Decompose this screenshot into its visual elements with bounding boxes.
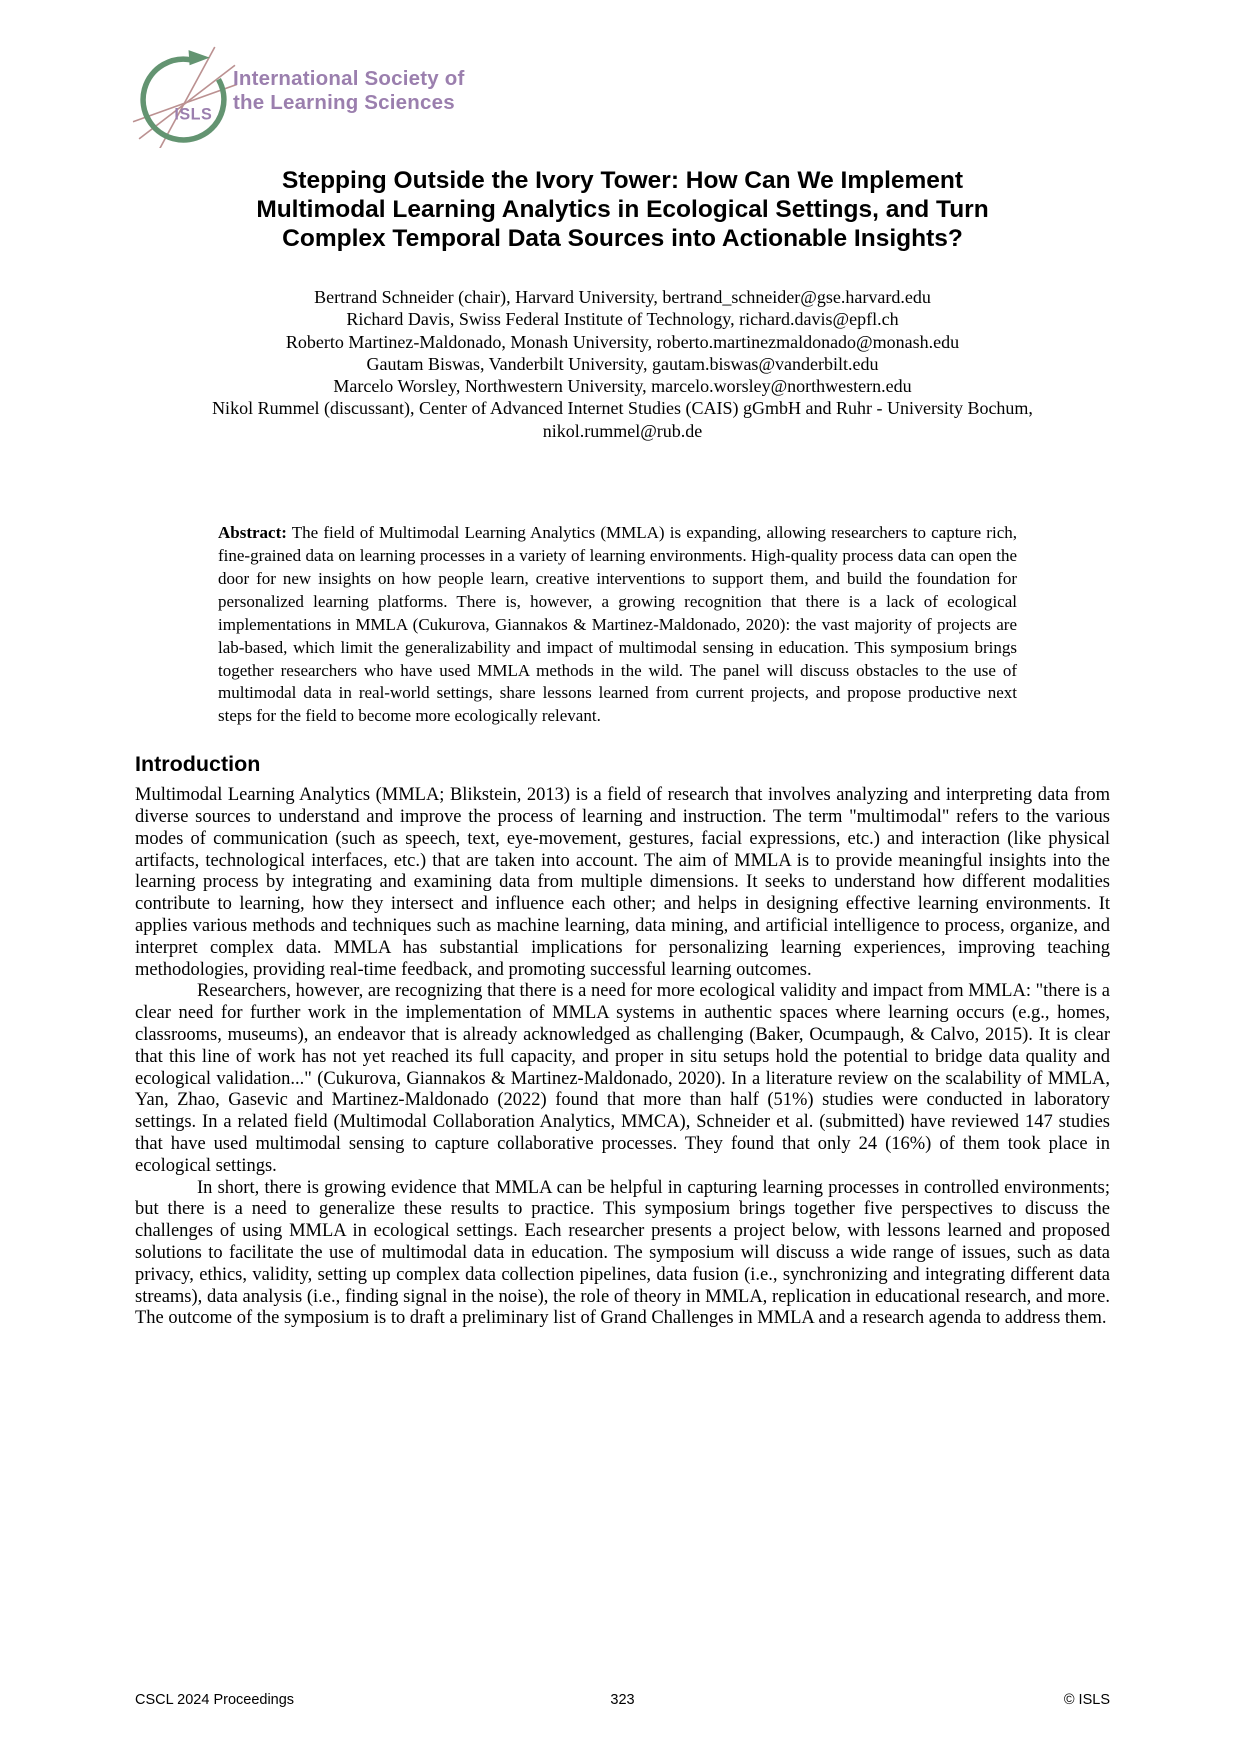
- abstract-label: Abstract:: [218, 523, 287, 543]
- abstract-block: [218, 522, 1017, 728]
- footer-proceedings-label: CSCL 2024 Proceedings: [135, 1692, 295, 1708]
- intro-paragraph-1: Multimodal Learning Analytics (MMLA; Blikstein, 2013) is a field of research that involves analyzing and interpreting data from diverse sources to understand and improve the process of learning and instruction. The term "multimodal" refers to the various modes of communication (such as speech, text, eye-movement, gestures, facial expressions, etc.) and interaction (like physical artifacts, technological interfaces, etc.) that are taken into account. The aim of MMLA is to provide meaningful insights into the learning process by integrating and examining data from multiple dimensions. It seeks to understand how different modalities contribute to learning, how they intersect and influence each other; and helps in designing effective learning environments. It applies various methods and techniques such as machine learning, data mining, and artificial intelligence to process, organize, and interpret complex data. MMLA has substantial implications for personalizing learning experiences, improving teaching methodologies, providing real-time feedback, and promoting successful learning outcomes.: [135, 785, 1110, 980]
- isls-logo-acronym: ISLS: [174, 105, 213, 124]
- isls-wordmark-line2: the Learning Sciences: [233, 91, 455, 114]
- author-line: Richard Davis, Swiss Federal Institute of Technology, richard.davis@epfl.ch: [346, 309, 899, 330]
- page-footer: [135, 1692, 1110, 1708]
- paper-title-line1: Stepping Outside the Ivory Tower: How Can We Implement: [281, 167, 964, 194]
- author-line: Bertrand Schneider (chair), Harvard University, bertrand_schneider@gse.harvard.edu: [314, 287, 931, 307]
- isls-wordmark-line1: International Society of: [233, 67, 465, 90]
- author-list: [135, 286, 1110, 442]
- author-line: Marcelo Worsley, Northwestern University, marcelo.worsley@northwestern.edu: [333, 376, 912, 397]
- paper-title-line3: Complex Temporal Data Sources into Actionable Insights?: [282, 225, 963, 252]
- intro-paragraph-2: Researchers, however, are recognizing that there is a need for more ecological validity and impact from MMLA: "there is a clear need for further work in the implementation of MMLA systems in authentic spaces where learning occurs (e.g., homes, classrooms, museums), an endeavor that is already acknowledged as challenging (Baker, Ocumpaugh, & Calvo, 2015). It is clear that this line of work has not yet reached its full capacity, and proper in situ setups hold the potential to bridge data quality and ecological validation..." (Cukurova, Giannakos & Martinez-Maldonado, 2020). In a literature review on the scalability of MMLA, Yan, Zhao, Gasevic and Martinez-Maldonado (2022) found that more than half (51%) studies were conducted in laboratory settings. In a related field (Multimodal Collaboration Analytics, MMCA), Schneider et al. (submitted) have reviewed 147 studies that have used multimodal sensing to capture collaborative processes. They found that only 24 (16%) of them took place in ecological settings.: [135, 981, 1110, 1176]
- footer-page-number: 323: [610, 1692, 635, 1708]
- paper-title-line2: Multimodal Learning Analytics in Ecological Settings, and Turn: [256, 196, 989, 223]
- footer-copyright: © ISLS: [1063, 1692, 1110, 1708]
- author-line: Nikol Rummel (discussant), Center of Advanced Internet Studies (CAIS) gGmbH and Ruhr - University Bochum, nikol.rummel@rub.de: [212, 398, 1033, 441]
- abstract-text: The field of Multimodal Learning Analytics (MMLA) is expanding, allowing researchers to capture rich, fine-grained data on learning processes in a variety of learning environments. High-quality process data can open the door for new insights on how people learn, creative interventions to support them, and build the foundation for personalized learning platforms. There is, however, a growing recognition that there is a lack of ecological implementations in MMLA (Cukurova, Giannakos & Martinez-Maldonado, 2020): the vast majority of projects are lab-based, which limit the generalizability and impact of multimodal sensing in education. This symposium brings together researchers who have used MMLA methods in the wild. The panel will discuss obstacles to the use of multimodal data in real-world settings, share lessons learned from current projects, and propose productive next steps for the field to become more ecologically relevant.: [218, 523, 1017, 726]
- paper-content: [135, 0, 1110, 1330]
- section-heading-introduction: Introduction: [135, 752, 261, 777]
- author-line: Gautam Biswas, Vanderbilt University, gautam.biswas@vanderbilt.edu: [366, 353, 879, 374]
- paper-title: [135, 166, 1110, 253]
- author-line: Roberto Martinez-Maldonado, Monash University, roberto.martinezmaldonado@monash.edu: [285, 331, 960, 352]
- intro-paragraph-3: In short, there is growing evidence that MMLA can be helpful in capturing learning processes in controlled environments; but there is a need to generalize these results to practice. This symposium brings together five perspectives to discuss the challenges of using MMLA in ecological settings. Each researcher presents a project below, with lessons learned and proposed solutions to facilitate the use of multimodal data in education. The symposium will discuss a wide range of issues, such as data privacy, ethics, validity, setting up complex data collection pipelines, data fusion (i.e., synchronizing and integrating different data streams), data analysis (i.e., finding signal in the noise), the role of theory in MMLA, replication in educational research, and more. The outcome of the symposium is to draft a preliminary list of Grand Challenges in MMLA and a research agenda to address them.: [135, 1177, 1110, 1329]
